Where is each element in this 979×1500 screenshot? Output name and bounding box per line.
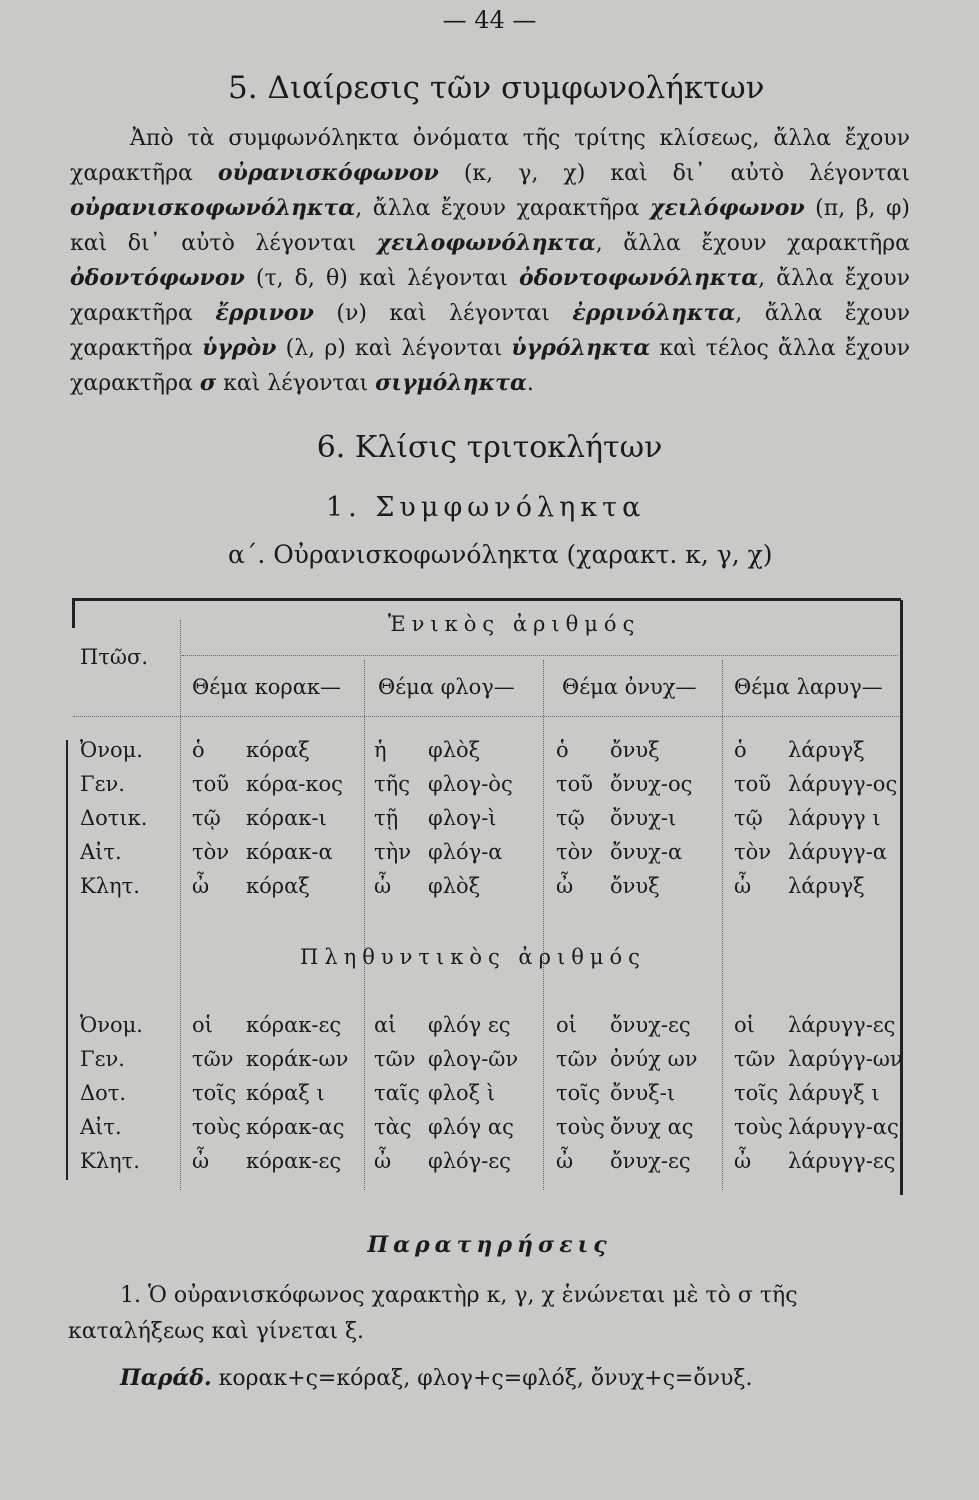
noun-form-cell: λάρυγξ <box>788 874 865 898</box>
noun-form-cell: φλογ-ῶν <box>428 1047 519 1071</box>
noun-form-cell: κόραξ <box>246 738 310 762</box>
article-cell: τοὺς <box>556 1115 605 1139</box>
article-cell: οἱ <box>192 1013 213 1037</box>
noun-form-cell: φλόγ ας <box>428 1115 514 1139</box>
paragraph-text: Ἀπὸ τὰ συμφωνόληκτα ὀνόματα τῆς τρίτης κλίσεως, ἄλλα ἔχουν χαρακτῆρα <box>70 126 910 186</box>
stem-header: Θέμα φλογ— <box>378 675 515 699</box>
noun-form-cell: λάρυγξ <box>788 738 865 762</box>
example-label: Παράδ. <box>120 1365 212 1391</box>
singular-header: Ἑνικὸς ἀριθμός <box>388 612 641 636</box>
noun-form-cell: κοράκ-ων <box>246 1047 349 1071</box>
term-emphasis: χειλόφωνον <box>649 195 805 221</box>
noun-form-cell: ὄνυχ-α <box>610 840 683 864</box>
header-bottom-rule <box>73 716 899 717</box>
paragraph-text: , ἄλλα ἔχουν χαρακτῆρα <box>595 231 910 256</box>
section-6-heading: 6. Κλίσις τριτοκλήτων <box>316 430 663 465</box>
article-cell: ὁ <box>556 738 569 762</box>
article-cell: τὰς <box>374 1115 412 1139</box>
noun-form-cell: φλοξ ὶ <box>428 1081 496 1105</box>
noun-form-cell: ὄνυξ-ι <box>610 1081 676 1105</box>
noun-form-cell: ὄνυχ-ος <box>610 772 693 796</box>
term-emphasis: σ <box>199 370 217 396</box>
column-divider <box>180 620 181 1190</box>
term-emphasis: ἐρρινόληκτα <box>572 300 736 326</box>
article-cell: ὦ <box>556 874 574 898</box>
article-cell: τῷ <box>192 806 221 830</box>
noun-form-cell: λάρυγγ-ος <box>788 772 898 796</box>
article-cell: ὦ <box>192 1149 210 1173</box>
paragraph-text: (π, β, φ) καὶ δι᾽ αὐτὸ λέγονται <box>70 196 910 256</box>
column-divider <box>722 660 723 1190</box>
article-cell: τῶν <box>734 1047 776 1071</box>
section-5-heading: 5. Διαίρεσις τῶν συμφωνολήκτων <box>228 70 765 106</box>
article-cell: τῇ <box>374 806 399 830</box>
noun-form-cell: φλὸξ <box>428 874 481 898</box>
table-top-rule <box>73 598 901 601</box>
article-cell: τῶν <box>374 1047 416 1071</box>
noun-form-cell: ὀνύχ ων <box>610 1047 698 1071</box>
article-cell: τοῖς <box>192 1081 237 1105</box>
article-cell: ὦ <box>192 874 210 898</box>
noun-form-cell: λάρυγγ-α <box>788 840 887 864</box>
noun-form-cell: φλὸξ <box>428 738 481 762</box>
term-emphasis: ὀδοντόφωνον <box>70 265 245 291</box>
article-cell: τοῦ <box>734 772 772 796</box>
noun-form-cell: φλογ-ὶ <box>428 806 497 830</box>
noun-form-cell: λάρυγγ-ες <box>788 1149 896 1173</box>
article-cell: τοὺς <box>192 1115 241 1139</box>
paragraph-text: καὶ λέγονται <box>216 371 376 396</box>
article-cell: αἱ <box>374 1013 397 1037</box>
case-label: Κλητ. <box>80 1149 140 1173</box>
article-cell: τοὺς <box>734 1115 783 1139</box>
article-cell: ὦ <box>374 1149 392 1173</box>
noun-form-cell: λαρύγγ-ων <box>788 1047 903 1071</box>
article-cell: τοῖς <box>734 1081 779 1105</box>
page-number: — 44 — <box>442 6 537 34</box>
noun-form-cell: ὄνυξ <box>610 874 660 898</box>
article-cell: ὁ <box>192 738 205 762</box>
example-text: κορακ+ς=κόραξ, φλογ+ς=φλόξ, ὄνυχ+ς=ὄνυξ. <box>211 1366 753 1391</box>
article-cell: ὦ <box>556 1149 574 1173</box>
stem-header: Θέμα ὀνυχ— <box>562 675 697 699</box>
paragraph-text: (ν) καὶ λέγονται <box>313 301 573 326</box>
column-divider <box>543 660 544 1190</box>
case-label: Αἰτ. <box>80 840 122 864</box>
noun-form-cell: κόραξ ι <box>246 1081 325 1105</box>
article-cell: τῶν <box>556 1047 598 1071</box>
paragraph-text: , ἄλλα ἔχουν χαρακτῆρα <box>70 266 910 326</box>
case-label: Κλητ. <box>80 874 140 898</box>
term-emphasis: σιγμόληκτα <box>375 370 527 396</box>
noun-form-cell: κόρακ-α <box>246 840 333 864</box>
article-cell: ἡ <box>374 738 387 762</box>
article-cell: τῶν <box>192 1047 234 1071</box>
noun-form-cell: φλόγ-ες <box>428 1149 511 1173</box>
article-cell: τῷ <box>556 806 585 830</box>
case-label: Δοτικ. <box>80 806 148 830</box>
noun-form-cell: ὄνυχ-ι <box>610 806 677 830</box>
noun-form-cell: κόραξ <box>246 874 310 898</box>
consonant-stems-heading: 1. Συμφωνόληκτα <box>326 492 646 523</box>
case-label: Ὀνομ. <box>80 738 143 762</box>
palatal-stems-heading: α΄. Οὐρανισκοφωνόληκτα (χαρακτ. κ, γ, χ) <box>228 540 773 569</box>
observations-body <box>68 1278 913 1397</box>
term-emphasis: ὑγρόληκτα <box>511 335 651 361</box>
article-cell: ὦ <box>734 874 752 898</box>
noun-form-cell: κόρα-κος <box>246 772 343 796</box>
article-cell: τὸν <box>734 840 772 864</box>
article-cell: ὦ <box>374 874 392 898</box>
paragraph-text: (κ, γ, χ) καὶ δι᾽ αὐτὸ λέγονται <box>438 161 910 186</box>
section-5-paragraph <box>70 122 910 401</box>
article-cell: ταῖς <box>374 1081 420 1105</box>
noun-form-cell: λάρυγξ ι <box>788 1081 880 1105</box>
observations-heading: Παρατηρήσεις <box>367 1232 612 1258</box>
article-cell: τῷ <box>734 806 763 830</box>
article-cell: τοῖς <box>556 1081 601 1105</box>
article-cell: οἱ <box>734 1013 755 1037</box>
paragraph-text: , ἄλλα ἔχουν χαρακτῆρα <box>355 196 650 221</box>
noun-form-cell: κόρακ-ι <box>246 806 327 830</box>
noun-form-cell: ὄνυξ <box>610 738 660 762</box>
term-emphasis: οὐρανισκόφωνον <box>217 160 439 186</box>
paragraph-text: . <box>526 371 534 396</box>
noun-form-cell: κόρακ-ας <box>246 1115 345 1139</box>
table-left-edge <box>72 598 75 628</box>
paragraph-text: καὶ τέλος ἄλλα ἔχουν χαρακτῆρα <box>70 336 910 396</box>
case-header: Πτῶσ. <box>80 645 149 669</box>
paragraph-text: , ἄλλα ἔχουν χαρακτῆρα <box>70 301 910 361</box>
noun-form-cell: κόρακ-ες <box>246 1149 342 1173</box>
noun-form-cell: ὄνυχ-ες <box>610 1149 691 1173</box>
case-label: Γεν. <box>80 772 125 796</box>
noun-form-cell: λάρυγγ-ας <box>788 1115 899 1139</box>
article-cell: ὦ <box>734 1149 752 1173</box>
observation-example <box>68 1360 913 1397</box>
term-emphasis: ἔρρινον <box>215 300 314 326</box>
noun-form-cell: φλόγ ες <box>428 1013 511 1037</box>
article-cell: ὁ <box>734 738 747 762</box>
case-label: Αἰτ. <box>80 1115 122 1139</box>
stem-header: Θέμα λαρυγ— <box>734 675 883 699</box>
article-cell: τὸν <box>192 840 230 864</box>
header-divider <box>182 655 898 656</box>
term-emphasis: ὑγρὸν <box>202 335 277 361</box>
article-cell: τοῦ <box>192 772 230 796</box>
paragraph-text: (τ, δ, θ) καὶ λέγονται <box>244 266 519 291</box>
term-emphasis: ὀδοντοφωνόληκτα <box>518 265 759 291</box>
observation-item: 1. Ὁ οὐρανισκόφωνος χαρακτὴρ κ, γ, χ ἑνώνεται μὲ τὸ σ τῆς καταλήξεως καὶ γίνεται ξ. <box>68 1283 798 1344</box>
case-label: Δοτ. <box>80 1081 127 1105</box>
case-label: Γεν. <box>80 1047 125 1071</box>
article-cell: τὸν <box>556 840 594 864</box>
term-emphasis: χειλοφωνόληκτα <box>376 230 596 256</box>
column-divider <box>364 660 365 1190</box>
paragraph-text: (λ, ρ) καὶ λέγονται <box>276 336 512 361</box>
article-cell: τοῦ <box>556 772 594 796</box>
stem-header: Θέμα κορακ— <box>192 675 342 699</box>
term-emphasis: οὐρανισκοφωνόληκτα <box>70 195 356 221</box>
table-left-edge-lower <box>66 740 68 1180</box>
article-cell: τὴν <box>374 840 411 864</box>
noun-form-cell: λάρυγγ-ες <box>788 1013 896 1037</box>
article-cell: οἱ <box>556 1013 577 1037</box>
noun-form-cell: κόρακ-ες <box>246 1013 342 1037</box>
noun-form-cell: ὄνυχ-ες <box>610 1013 691 1037</box>
article-cell: τῆς <box>374 772 410 796</box>
noun-form-cell: φλογ-ὸς <box>428 772 513 796</box>
plural-header: Πληθυντικὸς ἀριθμός <box>300 945 646 969</box>
noun-form-cell: ὄνυχ ας <box>610 1115 694 1139</box>
noun-form-cell: φλόγ-α <box>428 840 503 864</box>
noun-form-cell: λάρυγγ ι <box>788 806 881 830</box>
table-right-edge <box>900 600 903 1195</box>
case-label: Ὀνομ. <box>80 1013 143 1037</box>
